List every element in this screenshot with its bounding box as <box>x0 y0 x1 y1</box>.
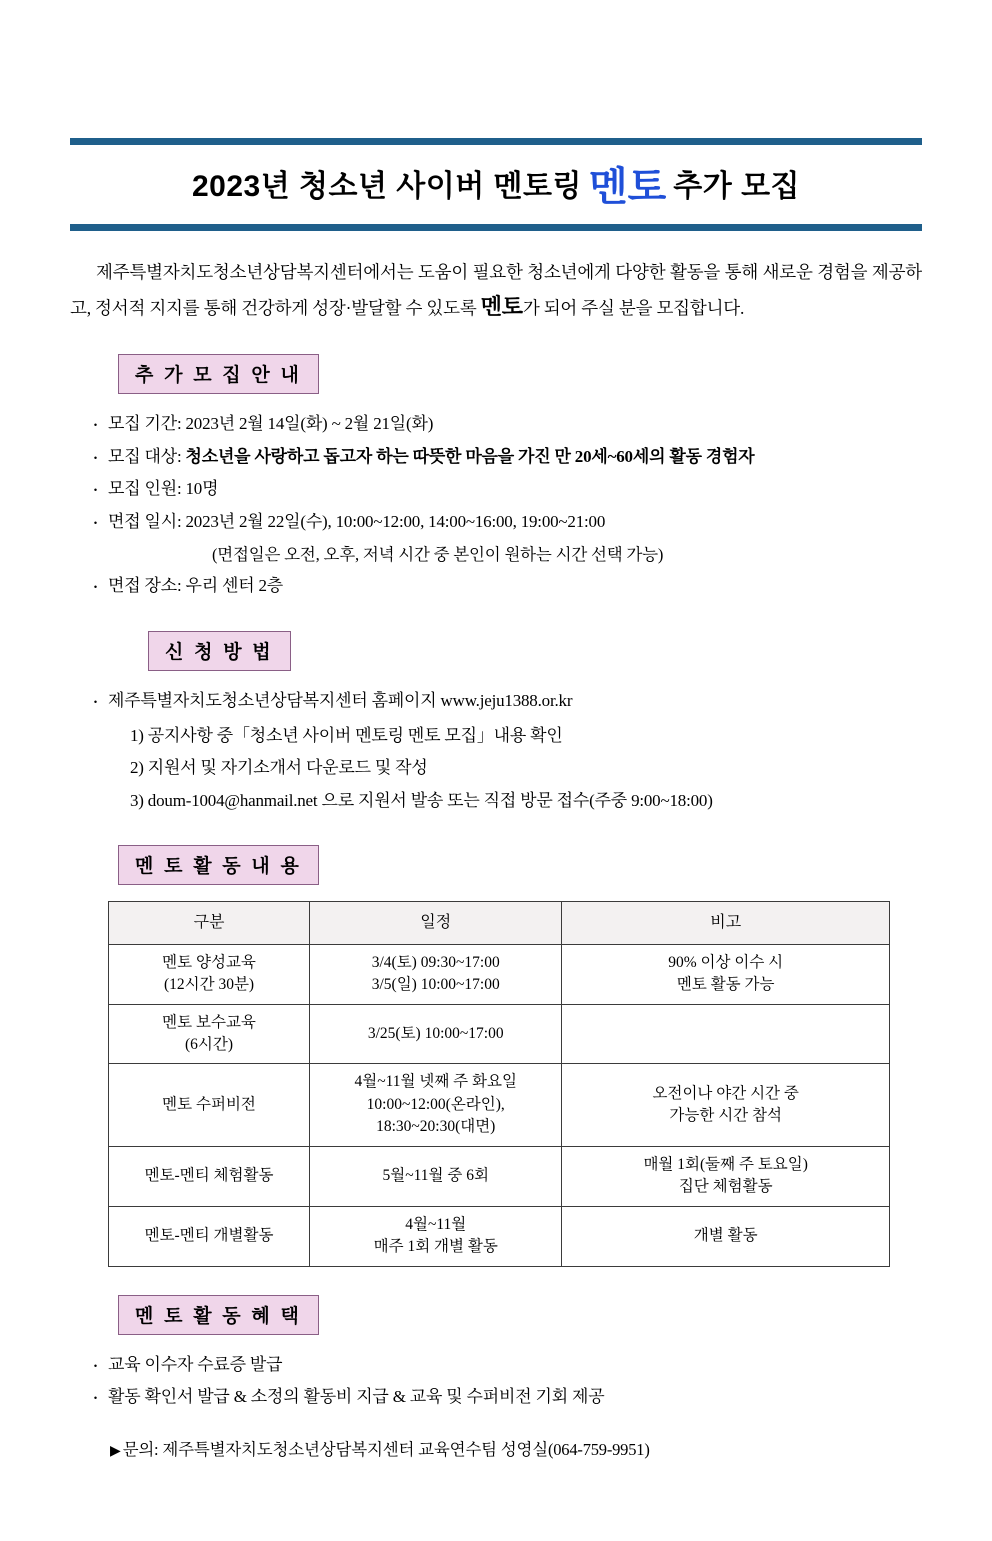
contact-text: 문의: 제주특별자치도청소년상담복지센터 교육연수팀 성영실(064-759-9951) <box>122 1440 650 1460</box>
cell-schedule: 5월~11월 중 6회 <box>310 1146 562 1206</box>
interview-place: 면접 장소: 우리 센터 2층 <box>108 576 284 596</box>
list-item: · 활동 확인서 발급 & 소정의 활동비 지급 & 교육 및 수퍼비전 기회 제공 <box>92 1381 922 1414</box>
cell-note: 90% 이상 이수 시 멘토 활동 가능 <box>562 944 890 1004</box>
column-header-category: 구분 <box>109 902 310 944</box>
contact-line <box>70 1436 922 1460</box>
benefit-list <box>70 1349 922 1414</box>
table-row <box>109 1206 890 1266</box>
section-heading-benefit-wrap <box>70 1295 922 1335</box>
apply-list <box>70 685 922 718</box>
cell-schedule: 4월~11월 넷째 주 화요일 10:00~12:00(온라인), 18:30~20:30(대면) <box>310 1064 562 1146</box>
page-title <box>70 145 922 218</box>
list-item <box>92 506 922 570</box>
recruit-target-label: 모집 대상: <box>108 446 186 466</box>
list-item: · 교육 이수자 수료증 발급 <box>92 1349 922 1382</box>
table-row <box>109 1004 890 1064</box>
header-rule-bottom <box>70 224 922 231</box>
recruit-period: 모집 기간: 2023년 2월 14일(화) ~ 2월 21일(화) <box>108 414 434 434</box>
apply-homepage: 제주특별자치도청소년상담복지센터 홈페이지 www.jeju1388.or.kr <box>108 690 573 710</box>
cell-schedule: 4월~11월 매주 1회 개별 활동 <box>310 1206 562 1266</box>
section-heading-recruit: 추 가 모 집 안 내 <box>118 354 319 394</box>
table-row <box>109 944 890 1004</box>
cell-note: 개별 활동 <box>562 1206 890 1266</box>
intro-text: 제주특별자치도청소년상담복지센터에서는 도움이 필요한 청소년에게 다양한 활동을 통해 새로운 경험을 제공하고, 정서적 지지를 통해 건강하게 성장·발달할 수 있도록 <box>70 262 922 318</box>
cell-category: 멘토 보수교육 (6시간) <box>109 1004 310 1064</box>
intro-highlight-word: 멘토 <box>480 293 523 319</box>
apply-steps <box>70 720 922 818</box>
triangle-marker-icon: ▶ <box>110 1444 121 1460</box>
list-item <box>92 685 922 718</box>
recruit-list <box>70 408 922 603</box>
cell-schedule: 3/4(토) 09:30~17:00 3/5(일) 10:00~17:00 <box>310 944 562 1004</box>
recruit-headcount: 모집 인원: 10명 <box>108 479 219 499</box>
column-header-note: 비고 <box>562 902 890 944</box>
list-item <box>92 408 922 441</box>
title-part-2: 추가 모집 <box>673 170 801 203</box>
cell-category: 멘토-멘티 개별활동 <box>109 1206 310 1266</box>
cell-note: 오전이나 야간 시간 중 가능한 시간 참석 <box>562 1064 890 1146</box>
table-header-row <box>109 902 890 944</box>
column-header-schedule: 일정 <box>310 902 562 944</box>
cell-note: 매월 1회(둘째 주 토요일) 집단 체험활동 <box>562 1146 890 1206</box>
section-heading-recruit-wrap <box>70 354 922 394</box>
header-rule-top <box>70 138 922 145</box>
intro-paragraph <box>70 257 922 326</box>
activity-table <box>108 901 890 1266</box>
list-item: 2) 지원서 및 자기소개서 다운로드 및 작성 <box>130 758 428 778</box>
interview-note: (면접일은 오전, 오후, 저녁 시간 중 본인이 원하는 시간 선택 가능) <box>212 544 664 564</box>
cell-category: 멘토-멘티 체험활동 <box>109 1146 310 1206</box>
list-item <box>92 441 922 474</box>
title-accent-word: 멘토 <box>589 165 667 209</box>
cell-category: 멘토 양성교육 (12시간 30분) <box>109 944 310 1004</box>
cell-schedule: 3/25(토) 10:00~17:00 <box>310 1004 562 1064</box>
recruit-target-value: 청소년을 사랑하고 돕고자 하는 따뜻한 마음을 가진 만 20세~60세의 활동 경험자 <box>185 446 755 466</box>
cell-note <box>562 1004 890 1064</box>
intro-tail: 가 되어 주실 분을 모집합니다. <box>522 297 745 318</box>
section-heading-activity-wrap <box>70 845 922 885</box>
title-part-1: 2023년 청소년 사이버 멘토링 <box>191 170 582 203</box>
table-row <box>109 1064 890 1146</box>
list-item: 3) doum-1004@hanmail.net 으로 지원서 발송 또는 직접 방문 접수(주중 9:00~18:00) <box>130 790 713 810</box>
section-heading-benefit: 멘 토 활 동 혜 택 <box>118 1295 319 1335</box>
list-item: 1) 공지사항 중「청소년 사이버 멘토링 멘토 모집」내용 확인 <box>130 725 563 745</box>
section-heading-activity: 멘 토 활 동 내 용 <box>118 845 319 885</box>
flyer-page <box>0 138 992 1541</box>
section-heading-apply-wrap <box>70 631 922 671</box>
table-row <box>109 1146 890 1206</box>
section-heading-apply: 신 청 방 법 <box>148 631 291 671</box>
cell-category: 멘토 수퍼비전 <box>109 1064 310 1146</box>
list-item <box>92 473 922 506</box>
interview-datetime: 면접 일시: 2023년 2월 22일(수), 10:00~12:00, 14:00~16:00, 19:00~21:00 <box>108 512 606 531</box>
list-item <box>92 570 922 603</box>
